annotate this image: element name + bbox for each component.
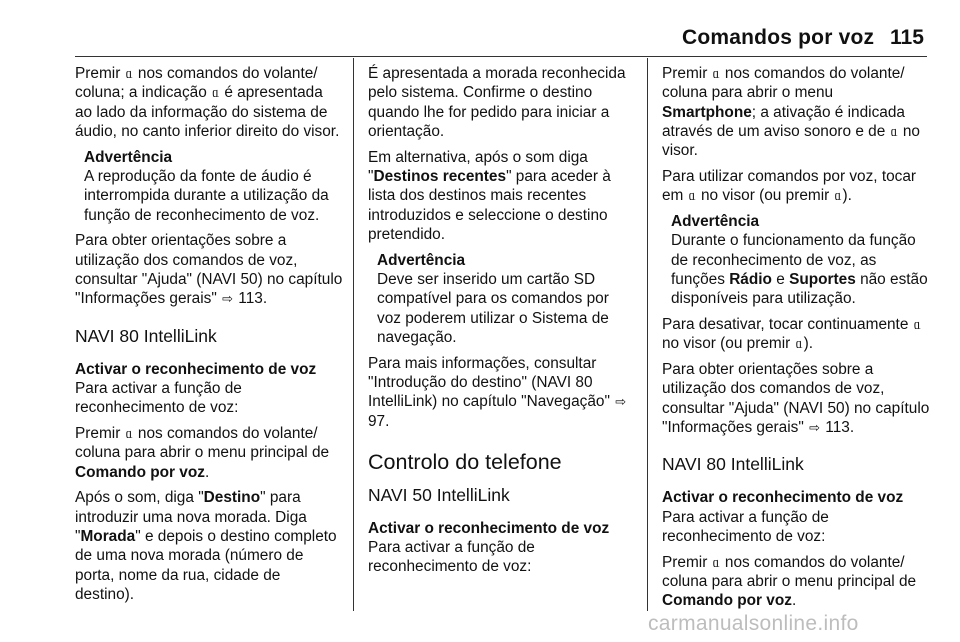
page-reference[interactable]: 113. bbox=[825, 419, 855, 437]
watermark: carmanualsonline.info bbox=[648, 612, 859, 635]
section-heading: NAVI 80 IntelliLink bbox=[75, 325, 217, 346]
subsection-heading: Activar o reconhecimento de voz bbox=[75, 360, 317, 378]
note-box bbox=[368, 251, 636, 347]
page-reference[interactable]: 113. bbox=[238, 290, 268, 308]
note-heading: Advertência bbox=[671, 213, 760, 231]
voice-icon: ᥲ bbox=[712, 554, 720, 570]
section-heading: NAVI 50 IntelliLink bbox=[368, 484, 510, 505]
header-divider bbox=[75, 56, 927, 57]
arrow-icon: ⇨ bbox=[809, 420, 820, 436]
arrow-icon: ⇨ bbox=[615, 394, 627, 410]
subsection-heading: Activar o reconhecimento de voz bbox=[662, 489, 904, 507]
voice-icon: ᥲ bbox=[125, 425, 133, 441]
chapter-heading: Controlo do telefone bbox=[368, 449, 562, 474]
paragraph: Premir ᥲ nos comandos do volante/ coluna para abrir o menu principal de Comando por voz. bbox=[662, 553, 917, 610]
note-heading: Advertência bbox=[84, 148, 173, 166]
paragraph: Premir ᥲ nos comandos do volante/ coluna; a indicação ᥲ é apresentada ao lado da informação do sistema de áudio, no canto inferior direito do visor. bbox=[75, 65, 340, 140]
column-1 bbox=[75, 64, 343, 611]
paragraph: Para obter orientações sobre a utilização dos comandos de voz, consultar "Ajuda" (NAVI 50) no capítulo "Informações gerais" ⇨ 113. bbox=[75, 232, 343, 308]
note-text: A reprodução da fonte de áudio é interrompida durante a utilização da função de reconhecimento de voz. bbox=[84, 167, 329, 224]
paragraph: Para activar a função de reconhecimento de voz: bbox=[75, 379, 242, 417]
voice-icon: ᥲ bbox=[712, 66, 720, 81]
paragraph: É apresentada a morada reconhecida pelo sistema. Confirme o destino quando lhe for pedido para iniciar a orientação. bbox=[368, 65, 626, 140]
arrow-icon: ⇨ bbox=[222, 291, 233, 307]
voice-icon: ᥲ bbox=[125, 66, 133, 81]
voice-icon: ᥲ bbox=[834, 188, 842, 204]
voice-icon: ᥲ bbox=[795, 336, 803, 352]
paragraph: Premir ᥲ nos comandos do volante/ coluna para abrir o menu principal de Comando por voz. bbox=[75, 424, 330, 481]
note-text: Durante o funcionamento da função de reconhecimento de voz, as funções Rádio e Suportes não estão disponíveis para utilização. bbox=[671, 232, 928, 308]
note-box bbox=[662, 212, 930, 308]
note-box bbox=[75, 148, 343, 225]
voice-icon: ᥲ bbox=[890, 123, 898, 139]
voice-icon: ᥲ bbox=[688, 188, 696, 204]
column-2 bbox=[368, 64, 636, 583]
paragraph: Para mais informações, consultar "Introdução do destino" (NAVI 80 IntelliLink) no capítulo "Navegação" ⇨ 97. bbox=[368, 354, 627, 430]
paragraph: Para desativar, tocar continuamente ᥲ no visor (ou premir ᥲ). bbox=[662, 316, 921, 353]
page-number: 115 bbox=[890, 26, 924, 49]
column-divider-1 bbox=[353, 58, 354, 611]
column-3 bbox=[662, 64, 930, 617]
column-divider-2 bbox=[647, 58, 648, 611]
page-title: Comandos por voz bbox=[682, 26, 875, 49]
page-reference[interactable]: 97. bbox=[368, 412, 390, 430]
voice-icon: ᥲ bbox=[212, 85, 220, 101]
paragraph: Para obter orientações sobre a utilização dos comandos de voz, consultar "Ajuda" (NAVI 50) no capítulo "Informações gerais" ⇨ 113. bbox=[662, 361, 930, 437]
paragraph: Após o som, diga "Destino" para introduzir uma nova morada. Diga "Morada" e depois o destino completo de uma nova morada (número de porta, nome da rua, cidade de destino). bbox=[75, 489, 337, 603]
section-heading: NAVI 80 IntelliLink bbox=[662, 454, 804, 475]
subsection-heading: Activar o reconhecimento de voz bbox=[368, 519, 610, 537]
paragraph: Para activar a função de reconhecimento de voz: bbox=[368, 539, 535, 576]
voice-icon: ᥲ bbox=[913, 317, 921, 333]
note-text: Deve ser inserido um cartão SD compatível para os comandos por voz poderem utilizar o Sistema de navegação. bbox=[377, 270, 609, 346]
note-heading: Advertência bbox=[377, 251, 466, 269]
paragraph: Premir ᥲ nos comandos do volante/ coluna para abrir o menu Smartphone; a ativação é indicada através de um aviso sonoro e de ᥲ no visor. bbox=[662, 65, 920, 160]
page-header bbox=[0, 0, 960, 60]
paragraph: Em alternativa, após o som diga "Destinos recentes" para aceder à lista dos destinos mais recentes introduzidos e seleccione o destino pretendido. bbox=[368, 148, 611, 243]
paragraph: Para activar a função de reconhecimento de voz: bbox=[662, 508, 829, 545]
paragraph: Para utilizar comandos por voz, tocar em ᥲ no visor (ou premir ᥲ). bbox=[662, 167, 917, 205]
